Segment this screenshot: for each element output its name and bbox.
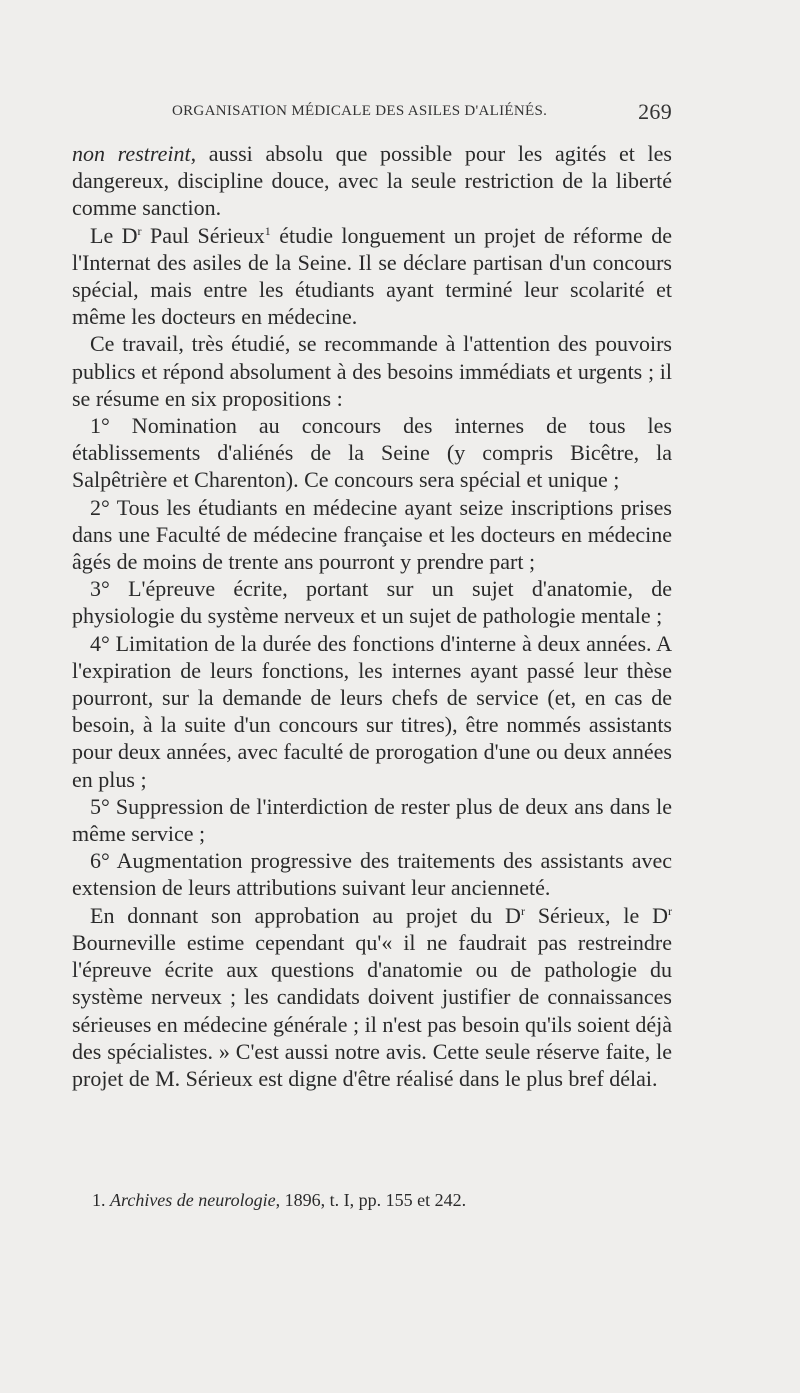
footnote-journal: Archives de neurologie: [110, 1190, 276, 1210]
paragraph-2: Ce travail, très étudié, se recommande à l'attention des pouvoirs publics et répond absolument à des besoins immédiats et urgents ; il se résume en six propositions :: [72, 331, 672, 411]
header-title: ORGANISATION MÉDICALE DES ASILES D'ALIÉNÉS.: [172, 103, 548, 119]
paragraph-9: [72, 902, 672, 1092]
footnote: [92, 1188, 672, 1212]
proposition-1: 1° Nomination au concours des internes de tous les établissements d'aliénés de la Seine (y compris Bicêtre, la Salpêtrière et Charenton). Ce concours sera spécial et unique ;: [72, 413, 672, 493]
footnote-ref: 1: [264, 223, 271, 238]
p1-c: étudie longuement un projet de réforme de l'Internat des asiles de la Seine. Il se déclare partisan d'un concours spécial, mais entre les étudiants ayant terminé leur scolarité et même les docteurs en médecine.: [72, 222, 672, 330]
proposition-5: 5° Suppression de l'interdiction de rester plus de deux ans dans le même service ;: [72, 793, 672, 847]
paragraph-0: [72, 140, 672, 222]
p9-c: Bourneville estime cependant qu'« il ne faudrait pas restreindre l'épreuve écrite aux questions d'anatomie ou de pathologie du système nerveux ; les candidats doivent justifier de connaissances sérieuses en médecine générale ; il n'est pas besoin qu'ils soient déjà des spécialistes. » C'est aussi notre avis. Cette seule réserve faite, le projet de M. Sérieux est digne d'être réalisé dans le plus bref délai.: [72, 929, 672, 1091]
p9-a: En donnant son approbation au projet du D: [90, 902, 521, 928]
proposition-3: 3° L'épreuve écrite, portant sur un sujet d'anatomie, de physiologie du système nerveux et un sujet de pathologie mentale ;: [72, 576, 672, 629]
footnote-number: 1.: [92, 1190, 106, 1210]
p1-b: Paul Sérieux: [141, 222, 265, 248]
paragraph-1: [72, 222, 672, 331]
paragraph-0-text: , aussi absolu que possible pour les agités et les dangereux, discipline douce, avec la seule restriction de la liberté comme sanction.: [72, 141, 672, 221]
p9-b: Sérieux, le D: [524, 902, 668, 928]
italic-phrase: non restreint: [72, 141, 191, 166]
footnote-text: , 1896, t. I, pp. 155 et 242.: [275, 1190, 467, 1210]
p1-sup: r: [137, 223, 142, 238]
proposition-2: 2° Tous les étudiants en médecine ayant seize inscriptions prises dans une Faculté de médecine française et les docteurs en médecine âgés de moins de trente ans pourront y prendre part ;: [72, 494, 672, 575]
p9-sup1: r: [520, 903, 525, 918]
proposition-6: 6° Augmentation progressive des traitements des assistants avec extension de leurs attributions suivant leur ancienneté.: [72, 848, 672, 901]
p9-sup2: r: [668, 903, 672, 918]
p1-a: Le D: [90, 222, 138, 248]
page-number: 269: [638, 99, 672, 124]
proposition-4: 4° Limitation de la durée des fonctions d'interne à deux années. A l'expiration de leurs fonctions, les internes ayant passé leur thèse pourront, sur la demande de leurs chefs de service (et, en cas de besoin, à la suite d'un concours sur titres), être nommés assistants pour deux années, avec faculté de prorogation d'une ou deux années en plus ;: [72, 630, 672, 792]
body-text: [72, 140, 672, 1092]
